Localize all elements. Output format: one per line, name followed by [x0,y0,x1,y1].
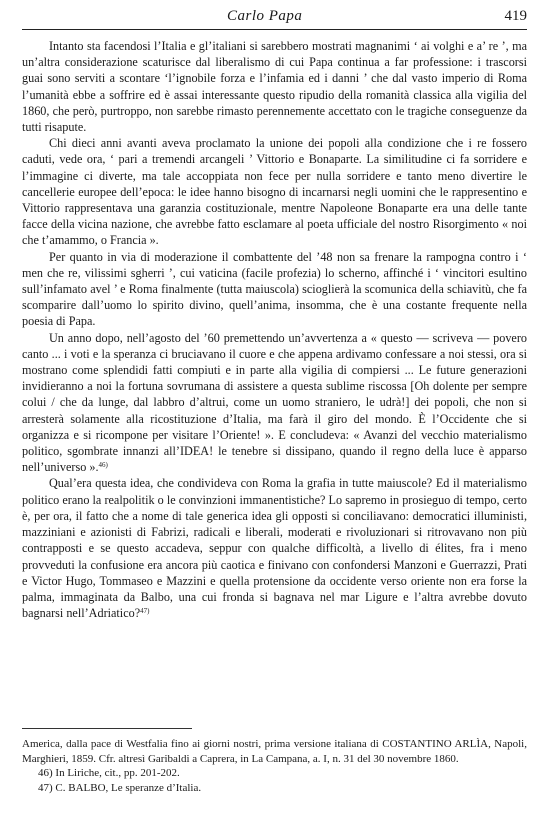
paragraph-5 [22,475,527,621]
main-text [22,38,527,621]
footnotes [22,737,527,795]
paragraph-3: Per quanto in via di moderazione il combattente del ’48 non sa frenare la rampogna contro i ‘ men che re, vilissimi sgherri ’, cui vaticina (facile profezia) lo scherno, affinché i ‘ vincitori esultino sull’infamato avel ’ e Roma finalmente (tutta maiuscola) scioglierà la scomunica della schiavitù, che fa scomparire dall’uomo lo spirito divino, quell’anima, insomma, che è una costante frequente nella poesia di Papa. [22,249,527,329]
paragraph-4 [22,330,527,476]
paragraph-4-text: Un anno dopo, nell’agosto del ’60 premettendo un’avvertenza a « questo — scriveva — povero canto ... i voti e la speranza ci bruciavano il cuore e che appena ardivamo confessare a noi stessi, ora si mostrano come splendidi fatti compiuti e in parte alla vigilia di compiersi ... Le future generazioni invidieranno a noi la fortuna sovrumana di assistere a questa sublime riscossa [Oh dolente per sempre colui / che da lunge, dal labbro d’altrui, come un uomo straniero, le udrà!] dei popoli, che non si arresterà solamente alla ricostituzione d’Italia, ma farà il giro del mondo. È l’Occidente che si organizza e si ricompone per visitare l’Oriente! ». E concludeva: « Avanzi del vecchio materialismo politico, sgombrate innanzi all’IDEA! le tenebre si dissipano, quando il regno della luce è apparso nell’universo ». [22,330,527,475]
header-rule [22,29,527,30]
footnote-separator [22,728,192,729]
paragraph-2: Chi dieci anni avanti aveva proclamato la unione dei popoli alla condizione che i re fossero caduti, vede ora, ‘ pari a tremendi arcangeli ’ Vittorio e Bonaparte. La similitudine ci fa sorridere e l’immagine ci diverte, ma tale accoppiata non fece per nulla sorridere e tanto meno divertire le cancellerie europee dell’epoca: le idee hanno bisogno di incarnarsi negli uomini che le rappresentino e Vittorio rappresentava una garanzia costituzionale, mentre Napoleone Bonaparte era una delle tante facce della vicina nazione, che avrebbe fatto esclamare al poeta ufficiale del nostro Risorgimento « noi che t’amammo, o Francia ». [22,136,527,248]
footnote-continuation: America, dalla pace di Westfalia fino ai giorni nostri, prima versione italiana di COSTANTINO ARLÌA, Napoli, Marghieri, 1859. Cfr. altresì Garibaldi a Caprera, in La Campana, a. I, n. 31 del 30 novembre 1860. [22,738,527,765]
page-number: 419 [504,8,527,24]
paragraph-5-text: Qual’era questa idea, che condivideva con Roma la grafia in tutte maiuscole? Ed il materialismo politico erano la realpolitik o le convinzioni immanentistiche? Lo sapremo in prosieguo di tempo, certo è, per ora, il fatto che a nome di tale generica idea gli opposti si conciliavano: democratici illuministi, mazziniani e azionisti di Fabrizi, radicali e liberali, moderati e rivoluzionari si ritrovavano non più contrapposti e se questo accadeva, seppur con qualche difficoltà, a livello di élites, fra i meno provveduti la confusione era ancora più caotica e finivano con confondersi Manzoni e Guerrazzi, Prati e Victor Hugo, Tommaseo e Mazzini e quella protensione da occidente verso oriente non era forse la palma, immaginata da Balbo, una cui fronda si bagnava nel mar Ligure e l’altra avrebbe dovuto bagnarsi nell’Adriatico? [22,476,527,621]
paragraph-1: Intanto sta facendosi l’Italia e gl’italiani si sarebbero mostrati magnanimi ‘ ai volghi e a’ re ’, ma un’altra considerazione scaturisce dal liberalismo di cui Papa continua a far professione: i trascorsi guai sono serviti a scontare ‘l’ignobile forza e l’infamia ed i danni ’ che dal vasto imperio di Roma l’umanità ebbe a soffrire ed è assai interessante questo ripudio della romanità classica alla vigilia del 1860, che però, purtroppo, non sarebbe rimasto perennemente accettato con le tragiche conseguenze da tutti risapute. [22,39,527,135]
footnote-47: 47) C. BALBO, Le speranze d’Italia. [38,781,202,794]
footnote-46: 46) In Liriche, cit., pp. 201-202. [38,767,180,779]
footnote-ref-47[interactable]: 47) [140,607,150,616]
footnote-ref-46[interactable]: 46) [98,461,108,470]
running-title: Carlo Papa [227,8,303,24]
